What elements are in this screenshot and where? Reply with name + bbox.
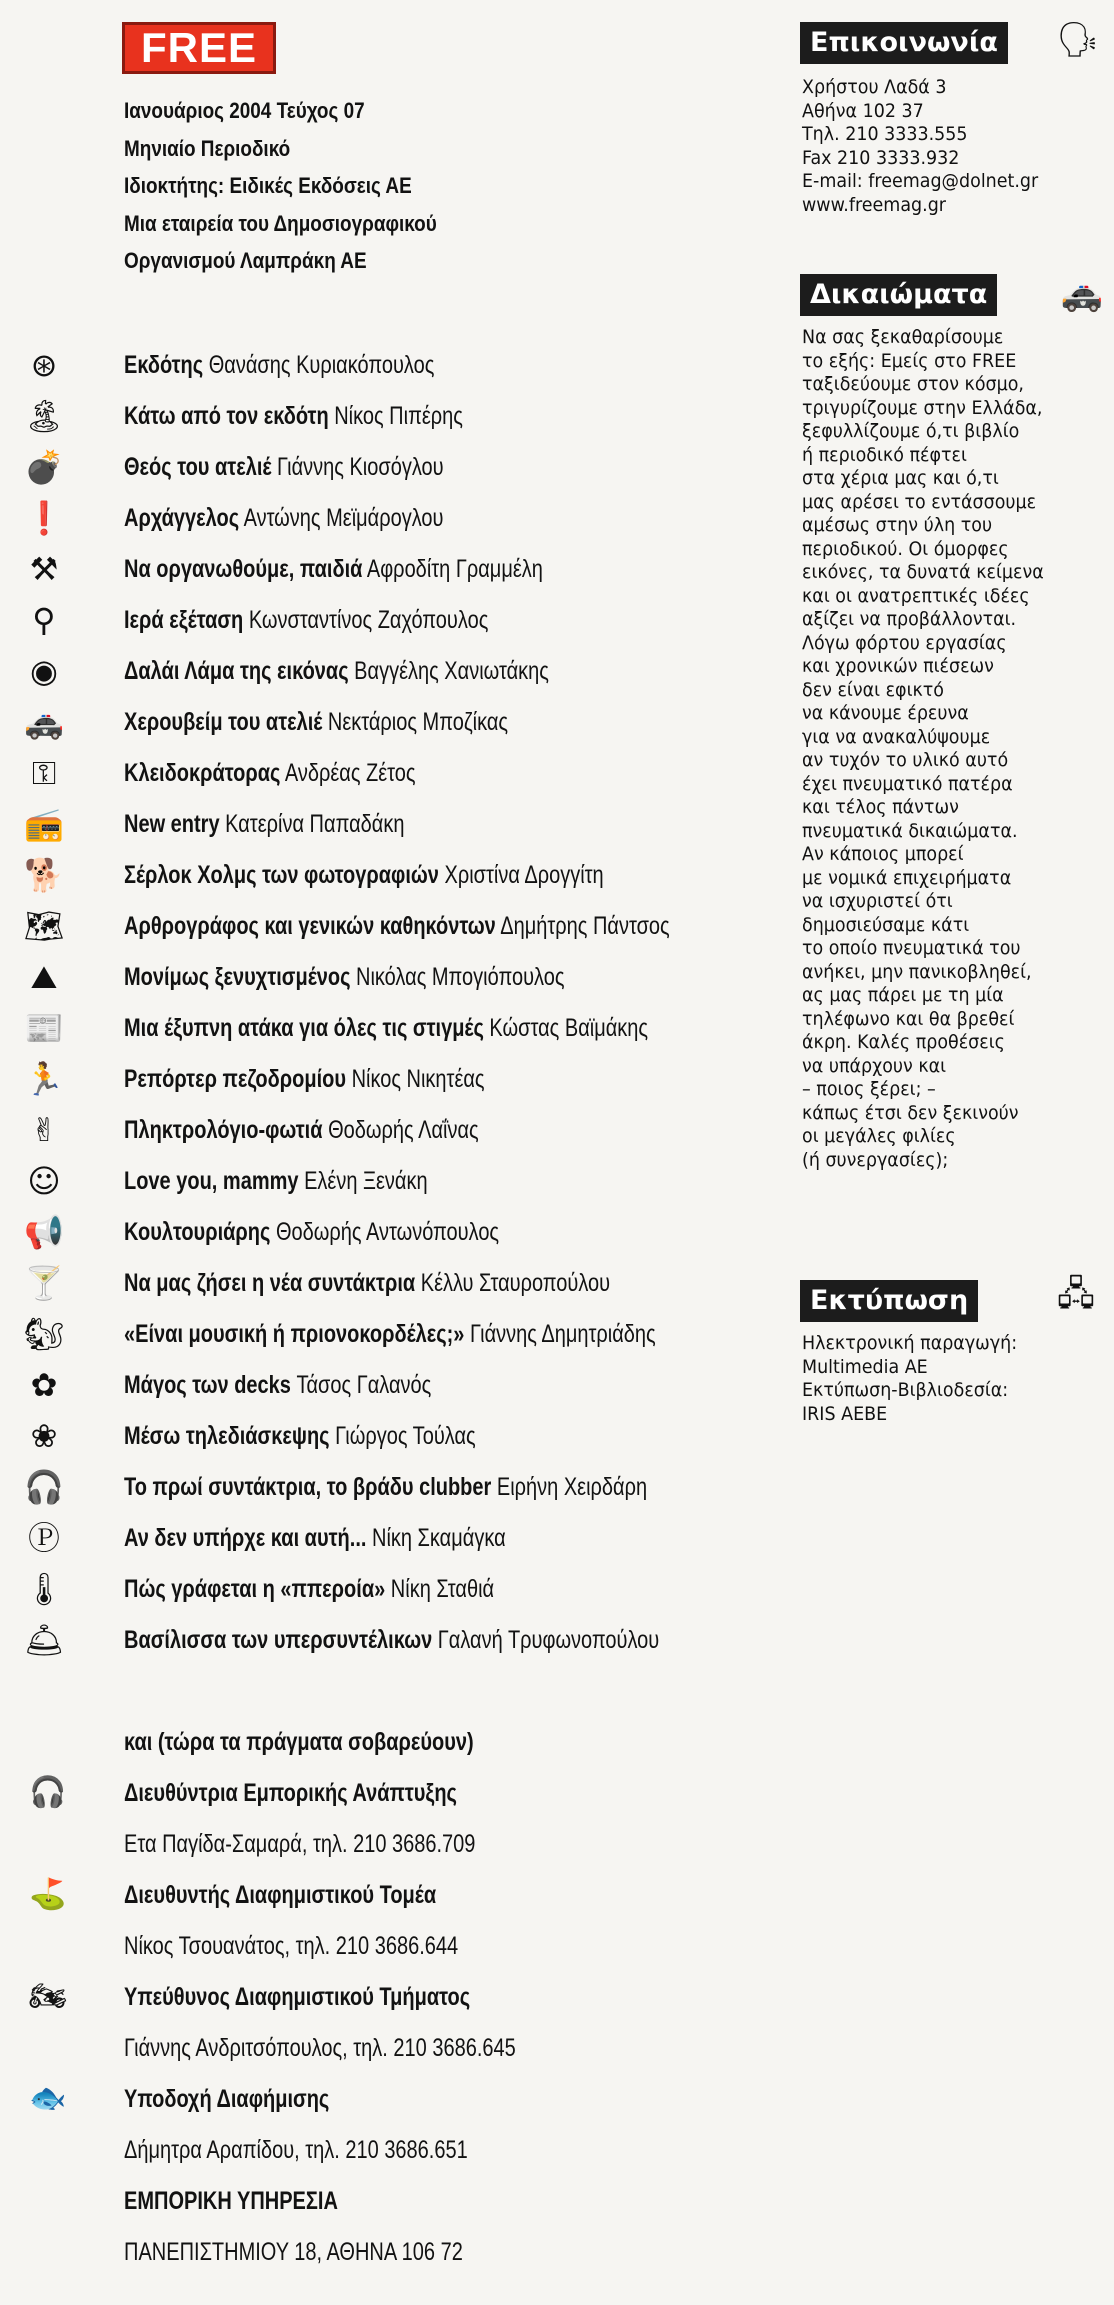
contact-heading: Επικοινωνία	[800, 22, 1008, 64]
printing-line: IRIS AEBE	[802, 1402, 888, 1425]
crew-role: Αρχάγγελος	[124, 504, 240, 532]
dollar-icon: ⊛	[30, 346, 58, 384]
crew-role: Μέσω τηλεδιάσκεψης	[124, 1422, 330, 1450]
fish-icon: 🐟	[29, 2081, 67, 2116]
crew-entry	[124, 859, 604, 891]
rights-heading: Δικαιώματα	[800, 274, 997, 316]
crew-entry	[124, 1165, 428, 1197]
crew-row	[0, 698, 780, 749]
eye-icon: ◉	[30, 652, 58, 690]
crew-role: Να μας ζήσει η νέα συντάκτρια	[124, 1269, 416, 1297]
crew-row	[0, 1106, 780, 1157]
printing-line: Εκτύπωση-Βιβλιοδεσία:	[802, 1379, 1009, 1401]
business-entry-title	[0, 1769, 780, 1820]
crew-row	[0, 1412, 780, 1463]
rights-line: Αν κάποιος μπορεί	[802, 843, 964, 865]
crew-role: Δαλάι Λάμα της εικόνας	[124, 657, 349, 685]
masthead	[124, 92, 488, 280]
crew-name: Κατερίνα Παπαδάκη	[219, 810, 405, 838]
victory-hand-icon: ✌	[30, 1111, 58, 1149]
crew-name: Κωνσταντίνος Ζαχόπουλος	[243, 606, 489, 634]
business-detail: Ετα Παγίδα-Σαμαρά, τηλ. 210 3686.709	[124, 1830, 476, 1858]
headphones-icon: 🎧	[29, 1775, 67, 1810]
crew-name: Ειρήνη Χειρδάρη	[491, 1473, 648, 1501]
printing-line: Ηλεκτρονική παραγωγή:	[802, 1332, 1018, 1354]
crew-entry	[124, 757, 416, 789]
crew-entry	[124, 1573, 494, 1605]
free-logo: FREE	[122, 22, 276, 74]
crew-entry	[124, 706, 508, 738]
crew-entry	[124, 1267, 610, 1299]
crew-role: Αν δεν υπήρχε και αυτή...	[124, 1524, 367, 1552]
crew-entry	[124, 1114, 479, 1146]
business-detail: Δήμητρα Αραπίδου, τηλ. 210 3686.651	[124, 2136, 468, 2164]
rights-line: δεν είναι εφικτό	[802, 678, 945, 701]
bomb-icon: 💣	[24, 448, 64, 486]
crew-row	[0, 1310, 780, 1361]
contact-line: Χρήστου Λαδά 3	[802, 76, 947, 98]
masthead-line: Μια εταιρεία του Δημοσιογραφικού	[124, 210, 437, 236]
crew-role: Αρθρογράφος και γενικών καθηκόντων	[124, 912, 496, 940]
printing-details	[802, 1332, 1017, 1426]
printing-heading: Εκτύπωση	[800, 1280, 978, 1322]
rights-line: περιοδικού. Οι όμορφες	[802, 537, 1009, 560]
running-figure-icon: 🏃	[24, 1060, 64, 1098]
rights-line: πνευματικά δικαιώματα.	[802, 819, 1018, 842]
crew-row	[0, 443, 780, 494]
rights-line: το εξής: Εμείς στο FREE	[802, 349, 1017, 372]
service-title: ΕΜΠΟΡΙΚΗ ΥΠΗΡΕΣΙΑ	[124, 2187, 338, 2215]
crew-row	[0, 902, 780, 953]
crew-row	[0, 1004, 780, 1055]
business-title: Υποδοχή Διαφήμισης	[124, 2085, 330, 2113]
contact-line: Αθήνα 102 37	[802, 99, 924, 122]
crew-entry	[124, 1624, 659, 1656]
crew-name: Θοδωρής Αντωνόπουλος	[270, 1218, 500, 1246]
crew-name: Θοδωρής Λαΐνας	[322, 1116, 479, 1144]
crew-entry	[124, 553, 543, 585]
crew-role: Θεός του ατελιέ	[124, 453, 272, 481]
crew-role: Χερουβείμ του ατελιέ	[124, 708, 323, 736]
rights-line: οι μεγάλες φιλίες	[802, 1125, 956, 1147]
rights-line: το οποίο πνευματικά του	[802, 937, 1021, 959]
rights-line: στα χέρια μας και ό,τι	[802, 467, 999, 489]
crew-entry	[124, 400, 463, 432]
crew-entry	[124, 1420, 476, 1452]
crew-role: Ρεπόρτερ πεζοδρομίου	[124, 1065, 347, 1093]
speaking-head-icon: 🗣	[1056, 20, 1100, 60]
crew-name: Γιώργος Τούλας	[329, 1422, 476, 1450]
business-title: Διευθυντής Διαφημιστικού Τομέα	[124, 1881, 437, 1909]
rights-line: τριγυρίζουμε στην Ελλάδα,	[802, 396, 1043, 419]
headphones-icon: 🎧	[24, 1468, 64, 1506]
crew-name: Αντώνης Μεϊμάρογλου	[239, 504, 444, 532]
business-detail: Γιάννης Ανδριτσόπουλος, τηλ. 210 3686.645	[124, 2034, 516, 2062]
golf-flag-icon: ⛳	[29, 1877, 67, 1912]
rights-text	[802, 326, 1044, 1172]
crew-name: Βαγγέλης Χανιωτάκης	[348, 657, 549, 685]
crew-role: Σέρλοκ Χολμς των φωτογραφιών	[124, 861, 439, 889]
crew-name: Νικόλας Μπογιόπουλος	[350, 963, 565, 991]
business-title: Διευθύντρια Εμπορικής Ανάπτυξης	[124, 1779, 457, 1807]
crew-row	[0, 1055, 780, 1106]
crew-name: Τάσος Γαλανός	[290, 1371, 432, 1399]
crew-role: Βασίλισσα των υπερσυντέλικων	[124, 1626, 433, 1654]
rights-line: άκρη. Καλές προθέσεις	[802, 1031, 1005, 1053]
crew-row	[0, 1259, 780, 1310]
masthead-line: Οργανισμού Λαμπράκη ΑΕ	[124, 248, 367, 273]
crew-role: New entry	[124, 810, 220, 838]
crew-entry	[124, 1471, 647, 1503]
crew-name: Νίκη Σταθιά	[385, 1575, 495, 1603]
rights-line: να υπάρχουν και	[802, 1054, 947, 1077]
dog-icon: 🐕	[24, 856, 64, 894]
rights-line: εικόνες, τα δυνατά κείμενα	[802, 561, 1044, 583]
crew-name: Νίκος Νικητέας	[346, 1065, 485, 1093]
rights-line: τηλέφωνο και θα βρεθεί	[802, 1007, 1015, 1030]
crew-row	[0, 545, 780, 596]
crew-role: Μάγος των decks	[124, 1371, 291, 1399]
crew-entry	[124, 655, 549, 687]
smiley-icon: ☺	[27, 1162, 61, 1200]
crew-role: Πώς γράφεται η «ππεροία»	[124, 1575, 386, 1603]
flower-icon: ✿	[30, 1366, 58, 1404]
rights-line: αν τυχόν το υλικό αυτό	[802, 749, 1009, 771]
rights-line: ταξιδεύουμε στον κόσμο,	[802, 373, 1024, 395]
crew-name: Ελένη Ξενάκη	[298, 1167, 428, 1195]
business-entry-detail	[0, 1820, 780, 1871]
business-entry-title	[0, 1871, 780, 1922]
crew-entry	[124, 1522, 506, 1554]
palm-island-icon: 🏝	[23, 397, 65, 435]
service-address: ΠΑΝΕΠΙΣΤΗΜΙΟΥ 18, ΑΘΗΝΑ 106 72	[124, 2238, 463, 2266]
crew-name: Χριστίνα Δρογγίτη	[438, 861, 604, 889]
police-car-icon: 🚓	[24, 703, 64, 741]
crew-entry	[124, 910, 670, 942]
rights-line: έχει πνευματικό πατέρα	[802, 772, 1013, 795]
parking-icon: Ⓟ	[27, 1519, 60, 1557]
contact-line: Fax 210 3333.932	[802, 146, 960, 169]
crew-name: Ανδρέας Ζέτος	[280, 759, 416, 787]
crew-row	[0, 1157, 780, 1208]
world-map-icon: 🗺	[23, 907, 65, 945]
crew-name: Νίκος Πιπέρης	[328, 402, 463, 430]
crew-row	[0, 851, 780, 902]
crew-row	[0, 1514, 780, 1565]
exclamation-icon: ❗	[24, 499, 64, 537]
rights-line: για να ανακαλύψουμε	[802, 725, 991, 748]
squirrel-icon: 🐿	[23, 1315, 65, 1353]
crew-name: Δημήτρης Πάντσος	[495, 912, 670, 940]
crew-entry	[124, 1012, 648, 1044]
rights-line: και χρονικών πιέσεων	[802, 655, 994, 677]
rights-line: – ποιος ξέρει; –	[802, 1078, 936, 1100]
crew-entry	[124, 1318, 656, 1350]
business-entry-detail	[0, 2024, 780, 2075]
crew-list	[0, 341, 780, 1667]
rights-line: Λόγω φόρτου εργασίας	[802, 631, 1007, 654]
rights-line: και οι ανατρεπτικές ιδέες	[802, 584, 1030, 607]
flower-outline-icon: ❀	[30, 1417, 58, 1455]
business-title: Υπεύθυνος Διαφημιστικού Τμήματος	[124, 1983, 471, 2011]
crew-name: Κώστας Βαϊμάκης	[483, 1014, 649, 1042]
crew-entry	[124, 1216, 499, 1248]
crew-name: Γιάννης Κιοσόγλου	[271, 453, 444, 481]
crew-name: Κέλλυ Σταυροπούλου	[415, 1269, 611, 1297]
rights-line: αμέσως στην ύλη του	[802, 514, 993, 536]
contact-line: www.freemag.gr	[802, 193, 946, 216]
rights-line: Να σας ξεκαθαρίσουμε	[802, 326, 1004, 348]
rights-line: αξίζει να προβάλλονται.	[802, 608, 1017, 630]
rights-line: μας αρέσει το εντάσσουμε	[802, 490, 1037, 513]
crew-row	[0, 749, 780, 800]
crew-name: Θανάσης Κυριακόπουλος	[203, 351, 435, 379]
rights-line: ξεφυλλίζουμε ό,τι βιβλίο	[802, 420, 1020, 442]
crew-role: Πληκτρολόγιο-φωτιά	[124, 1116, 323, 1144]
crew-role: Εκδότης	[124, 351, 204, 379]
thermometer-icon: 🌡	[23, 1570, 65, 1608]
crew-row	[0, 494, 780, 545]
crew-row	[0, 1616, 780, 1667]
megaphone-icon: 📢	[24, 1213, 64, 1251]
network-icon: 🖧	[1057, 1273, 1095, 1314]
crew-name: Γαλανή Τρυφωνοπούλου	[432, 1626, 660, 1654]
business-entry-title	[0, 2075, 780, 2126]
rights-line: δημοσιεύσαμε κάτι	[802, 913, 970, 936]
crew-role: Το πρωί συντάκτρια, το βράδυ clubber	[124, 1473, 492, 1501]
tools-icon: ⚒	[29, 550, 59, 588]
rights-line: να ισχυριστεί ότι	[802, 890, 953, 912]
crew-entry	[124, 808, 404, 840]
printing-line: Multimedia AE	[802, 1355, 928, 1378]
crew-entry	[124, 961, 565, 993]
mountain-icon: ⛰	[30, 958, 58, 996]
crew-row	[0, 1361, 780, 1412]
crew-entry	[124, 1369, 431, 1401]
magnifier-icon: ⚲	[32, 601, 56, 639]
business-detail: Νίκος Τσουανάτος, τηλ. 210 3686.644	[124, 1932, 459, 1960]
business-entry-title	[0, 1973, 780, 2024]
radio-icon: 📻	[24, 805, 64, 843]
key-icon: ⚿	[31, 754, 57, 792]
contact-details	[802, 76, 1038, 217]
masthead-line: Μηνιαίο Περιοδικό	[124, 135, 291, 161]
service-bell-icon: 🛎	[23, 1621, 65, 1659]
crew-role: Κάτω από τον εκδότη	[124, 402, 329, 430]
business-entry-detail	[0, 1922, 780, 1973]
info-column	[790, 0, 1114, 2305]
motorcycle-icon: 🏍	[28, 1979, 68, 2014]
crew-role: Love you, mammy	[124, 1167, 299, 1195]
crew-entry	[124, 451, 444, 483]
rights-line: ή περιοδικό πέφτει	[802, 443, 967, 466]
business-entry-detail	[0, 2126, 780, 2177]
crew-role: Ιερά εξέταση	[124, 606, 244, 634]
crew-name: Νεκτάριος Μποζίκας	[322, 708, 509, 736]
masthead-line: Ιανουάριος 2004 Τεύχος 07	[124, 98, 365, 123]
crew-name: Γιάννης Δημητριάδης	[464, 1320, 656, 1348]
crew-name: Αφροδίτη Γραμμέλη	[362, 555, 543, 583]
crew-role: Κλειδοκράτορας	[124, 759, 281, 787]
crew-role: «Είναι μουσική ή πριονοκορδέλες;»	[124, 1320, 465, 1348]
rights-line: και τέλος πάντων	[802, 796, 959, 818]
crew-row	[0, 392, 780, 443]
rights-line: ανήκει, μην πανικοβληθεί,	[802, 960, 1032, 983]
crew-row	[0, 1463, 780, 1514]
masthead-line: Ιδιοκτήτης: Ειδικές Εκδόσεις ΑΕ	[124, 173, 412, 198]
crew-row	[0, 596, 780, 647]
police-car-icon: 🚓	[1060, 274, 1104, 314]
rights-line: (ή συνεργασίες);	[802, 1148, 949, 1171]
business-section	[0, 1718, 780, 2279]
rights-line: με νομικά επιχειρήματα	[802, 866, 1012, 889]
crew-entry	[124, 349, 434, 381]
crew-entry	[124, 604, 488, 636]
crew-role: Μονίμως ξενυχτισμένος	[124, 963, 351, 991]
crew-row	[0, 953, 780, 1004]
crew-row	[0, 1565, 780, 1616]
crew-row	[0, 647, 780, 698]
cocktail-icon: 🍸	[24, 1264, 64, 1302]
crew-row	[0, 341, 780, 392]
contact-line: Τηλ. 210 3333.555	[802, 123, 968, 145]
crew-entry	[124, 1063, 485, 1095]
crew-row	[0, 1208, 780, 1259]
crew-role: Κουλτουριάρης	[124, 1218, 271, 1246]
rights-line: κάπως έτσι δεν ξεκινούν	[802, 1101, 1019, 1124]
crew-name: Νίκη Σκαμάγκα	[366, 1524, 506, 1552]
crew-entry	[124, 502, 443, 534]
rights-line: να κάνουμε έρευνα	[802, 702, 969, 724]
crew-role: Να οργανωθούμε, παιδιά	[124, 555, 363, 583]
contact-line: E-mail: freemag@dolnet.gr	[802, 170, 1039, 192]
newspaper-icon: 📰	[24, 1009, 64, 1047]
business-intro: και (τώρα τα πράγματα σοβαρεύουν)	[124, 1728, 474, 1756]
crew-row	[0, 800, 780, 851]
crew-role: Μια έξυπνη ατάκα για όλες τις στιγμές	[124, 1014, 484, 1042]
rights-line: ας μας πάρει με τη μία	[802, 984, 1004, 1006]
